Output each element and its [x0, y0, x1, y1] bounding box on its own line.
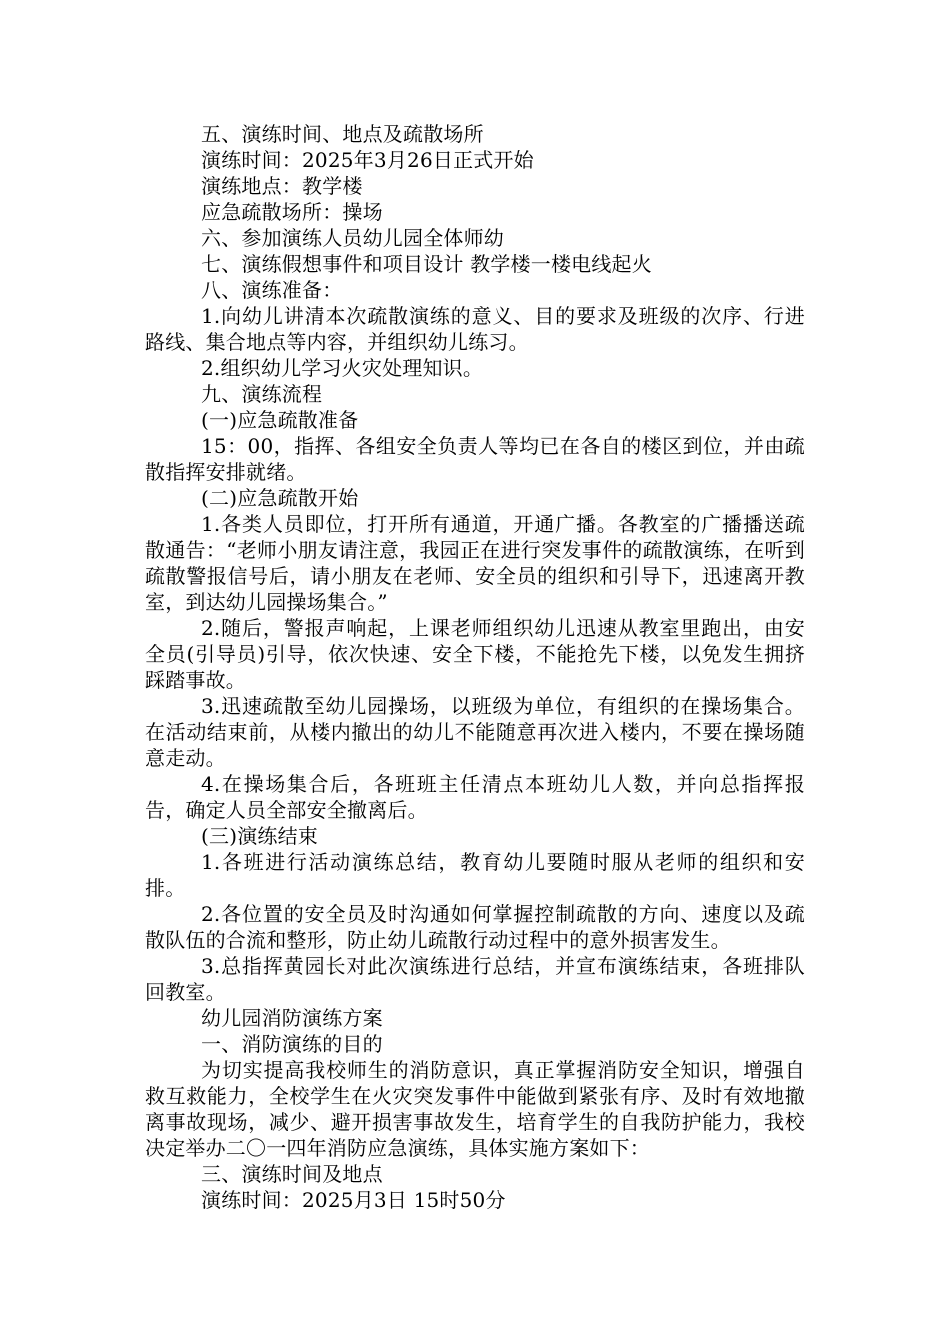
paragraph: (一)应急疏散准备 — [201, 408, 359, 432]
paragraph: 1.各类人员即位，打开所有通道，开通广播。各教室的广播播送疏散通告：“老师小朋友请注意，我园正在进行突发事件的疏散演练，在听到疏散警报信号后，请小朋友在老师、安全员的组织和引导下，迅速离开教室，到达幼儿园操场集合。” — [145, 512, 805, 614]
paragraph: 2.各位置的安全员及时沟通如何掌握控制疏散的方向、速度以及疏散队伍的合流和整形，防止幼儿疏散行动过程中的意外损害发生。 — [145, 902, 805, 952]
paragraph: (三)演练结束 — [201, 824, 319, 848]
paragraph: 三、演练时间及地点 — [201, 1162, 383, 1186]
paragraph: 应急疏散场所：操场 — [201, 200, 383, 224]
paragraph: 演练地点：教学楼 — [201, 174, 363, 198]
paragraph: 3.迅速疏散至幼儿园操场，以班级为单位，有组织的在操场集合。在活动结束前，从楼内撤出的幼儿不能随意再次进入楼内，不要在操场随意走动。 — [145, 694, 805, 770]
paragraph: 2.随后，警报声响起，上课老师组织幼儿迅速从教室里跑出，由安全员(引导员)引导，依次快速、安全下楼，不能抢先下楼，以免发生拥挤踩踏事故。 — [145, 616, 805, 692]
paragraph: 八、演练准备： — [201, 278, 343, 302]
paragraph: 九、演练流程 — [201, 382, 323, 406]
paragraph: (二)应急疏散开始 — [201, 486, 359, 510]
paragraph: 七、演练假想事件和项目设计 教学楼一楼电线起火 — [201, 252, 652, 276]
paragraph: 1.向幼儿讲清本次疏散演练的意义、目的要求及班级的次序、行进路线、集合地点等内容，并组织幼儿练习。 — [145, 304, 805, 354]
paragraph: 五、演练时间、地点及疏散场所 — [201, 122, 484, 146]
paragraph: 2.组织幼儿学习火灾处理知识。 — [201, 356, 484, 380]
paragraph: 为切实提高我校师生的消防意识，真正掌握消防安全知识，增强自救互救能力，全校学生在火灾突发事件中能做到紧张有序、及时有效地撤离事故现场，减少、避开损害事故发生，培育学生的自我防护能力，我校决定举办二〇一四年消防应急演练，具体实施方案如下： — [145, 1058, 805, 1160]
paragraph: 演练时间：2025月3日 15时50分 — [201, 1188, 506, 1212]
document-body — [145, 121, 805, 1213]
paragraph: 1.各班进行活动演练总结，教育幼儿要随时服从老师的组织和安排。 — [145, 850, 805, 900]
paragraph: 3.总指挥黄园长对此次演练进行总结，并宣布演练结束，各班排队回教室。 — [145, 954, 805, 1004]
paragraph: 4.在操场集合后，各班班主任清点本班幼儿人数，并向总指挥报告，确定人员全部安全撤离后。 — [145, 772, 805, 822]
paragraph: 演练时间：2025年3月26日正式开始 — [201, 148, 534, 172]
paragraph: 15：00，指挥、各组安全负责人等均已在各自的楼区到位，并由疏散指挥安排就绪。 — [145, 434, 805, 484]
paragraph: 六、参加演练人员幼儿园全体师幼 — [201, 226, 504, 250]
paragraph: 幼儿园消防演练方案 — [201, 1006, 383, 1030]
paragraph: 一、消防演练的目的 — [201, 1032, 383, 1056]
